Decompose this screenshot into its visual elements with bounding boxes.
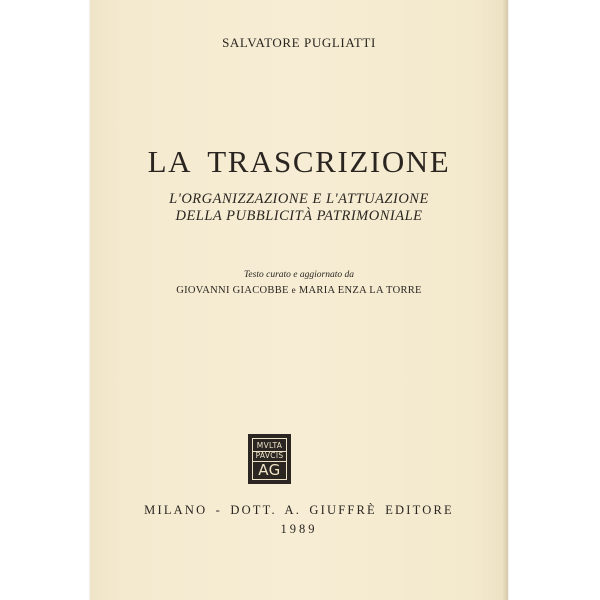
logo-text-line-1: MVLTA bbox=[253, 442, 286, 452]
curated-note: Testo curato e aggiornato da bbox=[244, 270, 354, 280]
publisher-logo bbox=[248, 434, 291, 484]
editor-second: MARIA ENZA LA TORRE bbox=[298, 285, 422, 296]
subtitle-line-1: L'ORGANIZZAZIONE E L'ATTUAZIONE bbox=[169, 191, 429, 207]
publication-year: 1989 bbox=[280, 522, 318, 536]
title-page bbox=[90, 0, 508, 600]
editor-first: GIOVANNI GIACOBBE bbox=[176, 285, 289, 296]
subtitle-line-2: DELLA PUBBLICITÀ PATRIMONIALE bbox=[175, 208, 423, 224]
book-title: LA TRASCRIZIONE bbox=[147, 144, 451, 179]
editors-line bbox=[90, 285, 508, 296]
logo-inner-frame bbox=[252, 438, 287, 480]
logo-text-line-2: PAVCIS bbox=[253, 452, 286, 462]
logo-monogram: AG bbox=[258, 461, 281, 479]
publisher-imprint: MILANO - DOTT. A. GIUFFRÈ EDITORE bbox=[144, 503, 454, 517]
author-name: SALVATORE PUGLIATTI bbox=[222, 35, 376, 50]
editors-conjunction: e bbox=[291, 285, 296, 295]
